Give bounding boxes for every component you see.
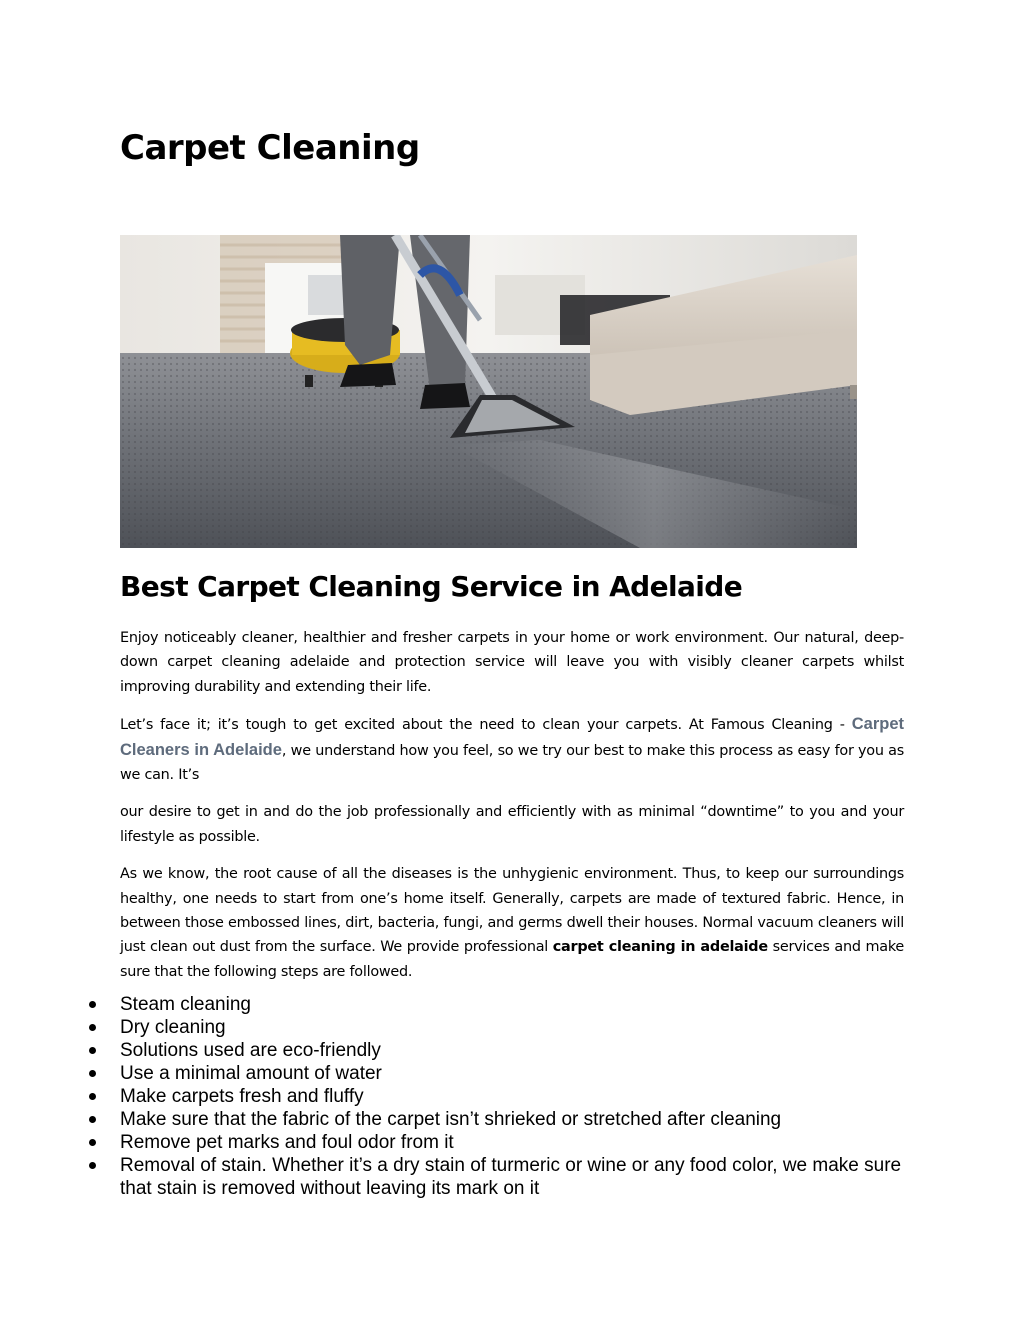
list-item-text: Solutions used are eco-friendly bbox=[120, 1040, 381, 1061]
list-item bbox=[120, 1085, 920, 1108]
hero-image bbox=[120, 235, 857, 548]
list-item bbox=[120, 1131, 920, 1154]
paragraph-intro: Enjoy noticeably cleaner, healthier and fresher carpets in your home or work environment. Our natural, deep-down carpet cleaning adelaide and protection service will leave you with visibly cleaner carpets whilst improving durability and extending their life. bbox=[120, 630, 904, 695]
bullet-icon bbox=[89, 1139, 96, 1146]
list-item bbox=[120, 993, 920, 1016]
list-item-text: Removal of stain. Whether it’s a dry stain of turmeric or wine or any food color, we make sure that stain is removed without leaving its mark on it bbox=[120, 1155, 902, 1199]
bullet-icon bbox=[89, 1024, 96, 1031]
paragraph-hygiene bbox=[120, 862, 904, 984]
list-item-text: Use a minimal amount of water bbox=[120, 1063, 382, 1084]
bullet-icon bbox=[89, 1001, 96, 1008]
list-item bbox=[120, 1154, 920, 1200]
list-item-text: Dry cleaning bbox=[120, 1017, 226, 1038]
bullet-icon bbox=[89, 1093, 96, 1100]
list-item bbox=[120, 1062, 920, 1085]
list-item-text: Make carpets fresh and fluffy bbox=[120, 1086, 364, 1107]
emphasis-text: carpet cleaning in adelaide bbox=[552, 939, 768, 956]
list-item bbox=[120, 1039, 920, 1062]
page-title: Carpet Cleaning bbox=[120, 128, 420, 168]
bullet-icon bbox=[89, 1162, 96, 1169]
bullet-icon bbox=[89, 1047, 96, 1054]
list-item-text: Remove pet marks and foul odor from it bbox=[120, 1132, 454, 1153]
body-text bbox=[120, 626, 904, 997]
list-item-text: Make sure that the fabric of the carpet isn’t shrieked or stretched after cleaning bbox=[120, 1109, 782, 1130]
paragraph-famous-cleaning bbox=[120, 712, 904, 787]
list-item bbox=[120, 1108, 920, 1131]
list-item bbox=[120, 1016, 920, 1039]
carpet-cleaners-link[interactable]: Carpet Cleaners in Adelaide bbox=[120, 715, 904, 759]
list-item-text: Steam cleaning bbox=[120, 994, 251, 1015]
paragraph-text: As we know, the root cause of all the diseases is the unhygienic environment. Thus, to keep our surroundings healthy, one needs to start from one’s home itself. Generally, carpets are made of textured fabric. Hence, in between those embossed lines, dirt, bacteria, fungi, and germs dwell their houses. Normal vacuum cleaners will just clean out dust from the surface. We provide professional bbox=[120, 866, 904, 956]
paragraph-text: services and make sure that the following steps are followed. bbox=[120, 939, 904, 980]
paragraph-desire: our desire to get in and do the job professionally and efficiently with as minimal “downtime” to you and your lifestyle as possible. bbox=[120, 804, 904, 845]
steps-list bbox=[120, 993, 920, 1200]
section-heading: Best Carpet Cleaning Service in Adelaide bbox=[120, 570, 743, 603]
paragraph-text: , we understand how you feel, so we try our best to make this process as easy for you as we can. It’s bbox=[120, 742, 904, 784]
bullet-icon bbox=[89, 1070, 96, 1077]
bullet-icon bbox=[89, 1116, 96, 1123]
paragraph-text: Let’s face it; it’s tough to get excited about the need to clean your carpets. At Famous Cleaning - bbox=[120, 717, 852, 734]
